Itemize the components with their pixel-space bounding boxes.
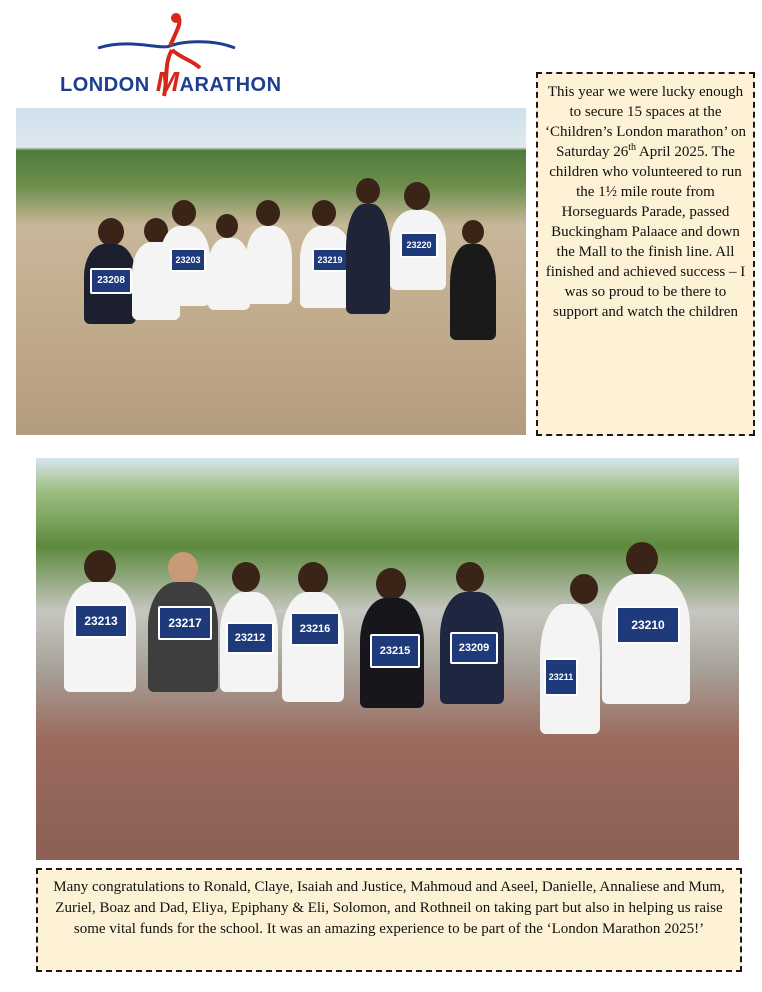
bib-number: 23212 — [234, 632, 266, 644]
intro-text-part1: This year we were lucky enough to secure 15 spaces at the ‘Children’s London marathon’ on Saturday 26 — [545, 84, 746, 160]
bib-number: 23217 — [168, 616, 202, 630]
logo-wordmark: LONDON MARATHON — [60, 66, 282, 97]
congratulations-text-box — [36, 868, 742, 972]
photo-children-group-start — [16, 108, 526, 435]
london-marathon-logo — [60, 8, 300, 108]
bib-number: 23213 — [84, 614, 118, 628]
bib-number: 23209 — [458, 642, 490, 654]
photo-children-with-medals — [36, 458, 739, 860]
bib-number: 23208 — [97, 275, 125, 286]
bib-number: 23220 — [406, 240, 432, 250]
intro-text-part2: April 2025. The children who volunteered to run the 1½ mile route from Horseguards Parade, passed Buckingham Palaace and down the Mall to the finish line. All finished and achieved success – I was so proud to be there to support and watch the children — [545, 144, 746, 320]
bib-number: 23215 — [379, 645, 411, 657]
bib-number: 23211 — [548, 672, 574, 682]
congratulations-text: Many congratulations to Ronald, Claye, Isaiah and Justice, Mahmoud and Aseel, Danielle, Annaliese and Mum, Zuriel, Boaz and Dad, Eliya, Epiphany & Eli, Solomon, and Rothneil on taking part but also in helping us raise some vital funds for the school. It was an amazing experience to be part of the ‘London Marathon 2025!’ — [53, 879, 725, 937]
bib-number: 23210 — [631, 618, 665, 632]
bib-number: 23219 — [317, 255, 343, 265]
bib-number: 23203 — [175, 255, 201, 265]
intro-text-sup: th — [628, 142, 636, 153]
intro-text-box — [536, 72, 755, 436]
bib-number: 23216 — [299, 623, 331, 635]
